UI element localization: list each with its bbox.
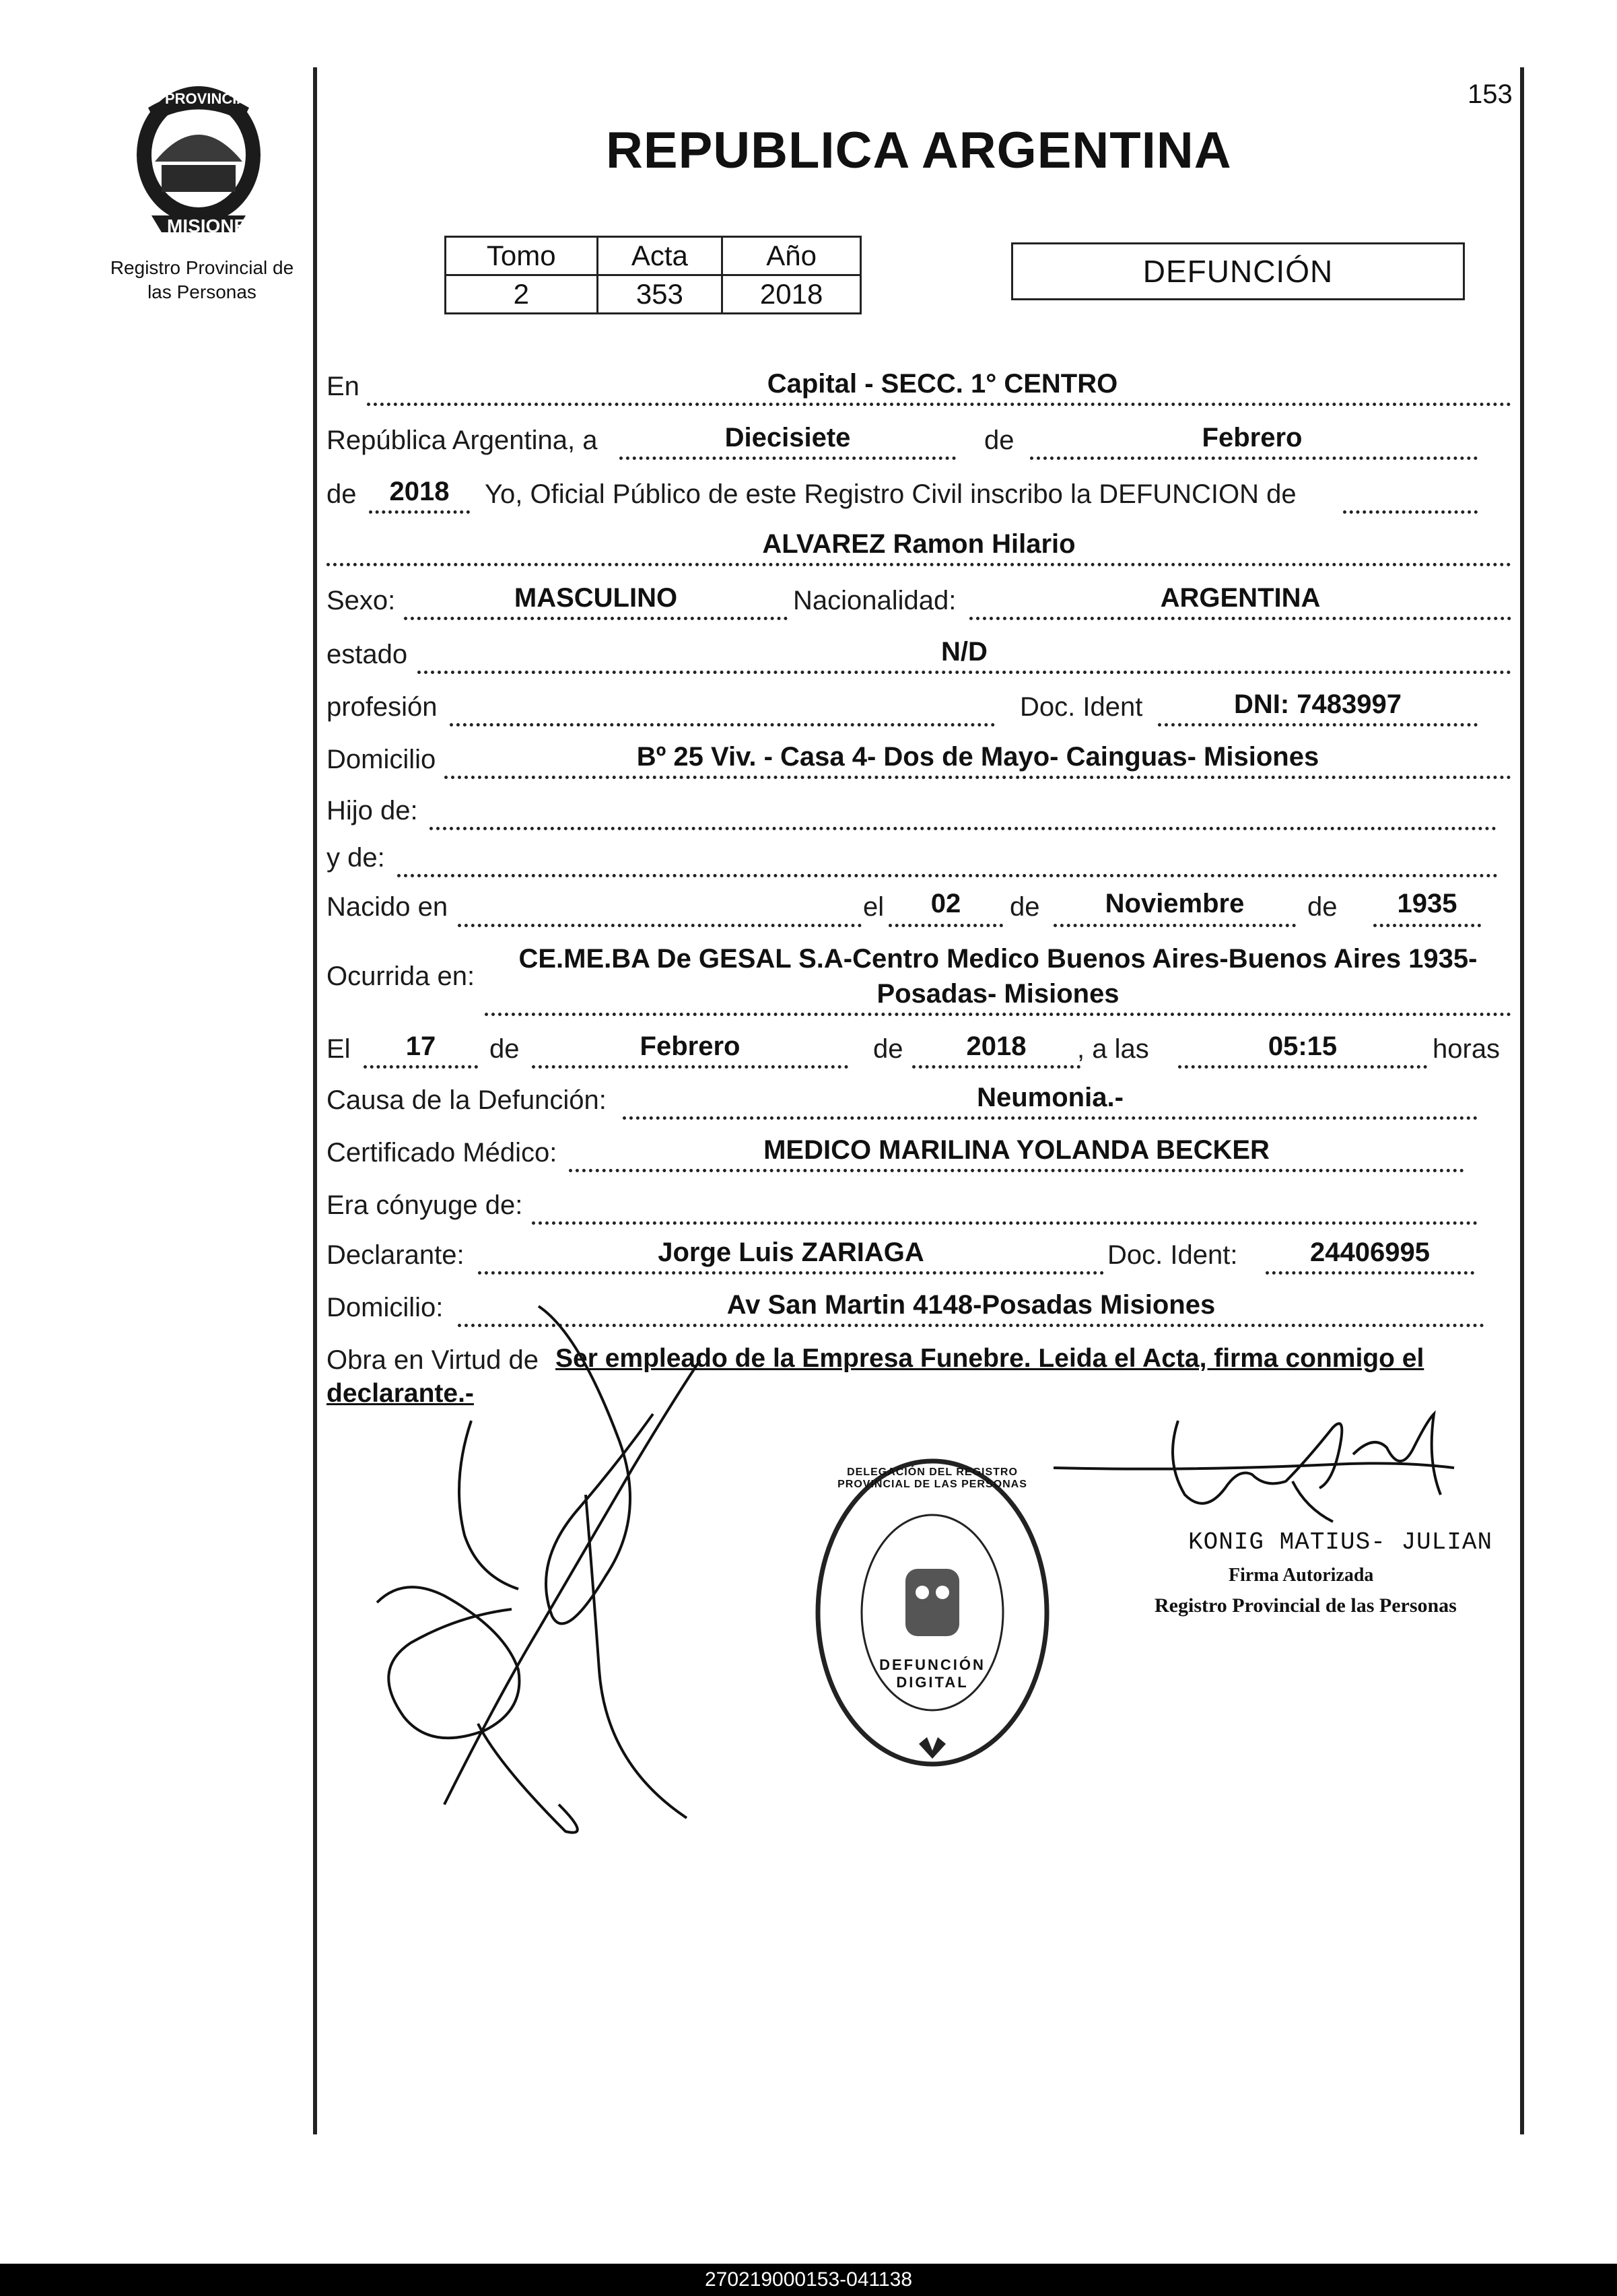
value-obra: Ser empleado de la Empresa Funebre. Leida el Acta, firma conmigo el — [555, 1344, 1424, 1373]
value-tomo: 2 — [446, 275, 598, 314]
dotline-death-month — [532, 1065, 848, 1069]
label-doc-ident-2: Doc. Ident: — [1107, 1240, 1238, 1270]
value-birth-year: 1935 — [1397, 889, 1457, 918]
value-anio: 2018 — [722, 275, 861, 314]
official-signature — [1050, 1407, 1481, 1542]
register-table-value-row — [446, 275, 861, 314]
label-de-birth-2: de — [1307, 892, 1338, 922]
record-type: DEFUNCIÓN — [1142, 254, 1334, 289]
header-anio: Año — [722, 237, 861, 275]
value-death-time: 05:15 — [1268, 1032, 1338, 1061]
label-horas: horas — [1433, 1034, 1501, 1064]
value-sexo: MASCULINO — [514, 583, 678, 613]
label-el-2: El — [326, 1034, 351, 1064]
label-estado: estado — [326, 640, 408, 669]
dotline-estado — [417, 671, 1511, 674]
label-causa: Causa de la Defunción: — [326, 1085, 607, 1115]
label-sexo: Sexo: — [326, 586, 396, 615]
label-nacido: Nacido en — [326, 892, 448, 922]
dotline-sexo — [404, 617, 788, 620]
label-ocurrida: Ocurrida en: — [326, 961, 475, 991]
value-doc-ident-2: 24406995 — [1310, 1238, 1430, 1267]
dotline-domicilio — [444, 776, 1511, 779]
official-title: Firma Autorizada — [1229, 1565, 1374, 1586]
label-de-death-2: de — [873, 1034, 903, 1064]
label-el: el — [863, 892, 885, 922]
label-nacionalidad: Nacionalidad: — [793, 586, 957, 615]
header-acta: Acta — [597, 237, 722, 275]
value-acta: 353 — [597, 275, 722, 314]
value-declarante: Jorge Luis ZARIAGA — [658, 1238, 924, 1267]
label-a-las: , a las — [1077, 1034, 1149, 1064]
dotline-birth-day — [889, 924, 1003, 927]
value-death-month: Febrero — [640, 1032, 741, 1061]
label-certificado: Certificado Médico: — [326, 1138, 557, 1168]
value-certificado: MEDICO MARILINA YOLANDA BECKER — [763, 1135, 1270, 1165]
value-death-year: 2018 — [966, 1032, 1027, 1061]
official-org: Registro Provincial de las Personas — [1155, 1594, 1457, 1617]
page-title: REPUBLICA ARGENTINA — [606, 122, 1232, 179]
statement-text: Yo, Oficial Público de este Registro Civil inscribo la DEFUNCION de — [485, 479, 1297, 509]
official-name: KONIG MATIUS- JULIAN — [1188, 1528, 1493, 1556]
deceased-name: ALVAREZ Ramon Hilario — [762, 529, 1076, 559]
value-birth-month: Noviembre — [1105, 889, 1245, 918]
value-causa: Neumonia.- — [977, 1083, 1124, 1112]
label-conyuge: Era cónyuge de: — [326, 1190, 523, 1220]
value-day-text: Diecisiete — [724, 423, 851, 452]
dotline-death-time — [1178, 1065, 1427, 1069]
value-ocurrida-line1: CE.ME.BA De GESAL S.A-Centro Medico Buenos Aires-Buenos Aires 1935- — [518, 944, 1478, 974]
registry-name — [81, 256, 323, 304]
label-en: En — [326, 372, 359, 401]
dotline-declarante — [478, 1271, 1104, 1275]
label-declarante: Declarante: — [326, 1240, 465, 1270]
label-republica: República Argentina, a — [326, 426, 598, 455]
value-domicilio: Bº 25 Viv. - Casa 4- Dos de Mayo- Cainguas- Misiones — [636, 742, 1319, 772]
footer-code: 270219000153-041138 — [0, 2264, 1617, 2296]
registry-line-1: Registro Provincial de — [110, 257, 294, 278]
value-en: Capital - SECC. 1° CENTRO — [767, 369, 1118, 399]
label-hijo: Hijo de: — [326, 796, 418, 825]
register-table — [444, 236, 862, 314]
page-number: 153 — [1468, 79, 1513, 109]
logo-text-top: PROVINCIA DE — [165, 90, 272, 107]
dotline-hijo — [429, 827, 1496, 830]
declarant-signature — [364, 1293, 767, 1852]
dotline-nacido — [458, 924, 862, 927]
register-table-header-row — [446, 237, 861, 275]
label-de: de — [984, 426, 1014, 455]
dotline-causa — [623, 1116, 1478, 1120]
dotline-y-de — [397, 874, 1498, 877]
dotline-death-year — [912, 1065, 1080, 1069]
dotline-en — [367, 403, 1511, 406]
value-ocurrida-line2: Posadas- Misiones — [876, 979, 1120, 1009]
label-y-de: y de: — [326, 843, 385, 873]
record-type-box — [1011, 242, 1465, 300]
header-tomo: Tomo — [446, 237, 598, 275]
logo-text-bottom: MISIONES — [167, 215, 259, 236]
dotline-birth-year — [1373, 924, 1481, 927]
dotline-ocurrida — [485, 1013, 1511, 1016]
dotline-nacionalidad — [969, 617, 1511, 620]
value-domicilio-2: Av San Martin 4148-Posadas Misiones — [726, 1290, 1216, 1320]
label-obra: Obra en Virtud de — [326, 1345, 539, 1375]
label-domicilio: Domicilio — [326, 745, 436, 774]
dotline-name — [326, 563, 1511, 566]
province-logo — [121, 81, 276, 242]
dotline-birth-month — [1054, 924, 1296, 927]
dotline-doc-ident — [1158, 723, 1478, 727]
value-year: 2018 — [389, 477, 450, 506]
value-nacionalidad: ARGENTINA — [1160, 583, 1321, 613]
label-profesion: profesión — [326, 692, 438, 722]
dotline-death-day — [364, 1065, 478, 1069]
stamp-inner-text: DEFUNCIÓN DIGITAL — [879, 1656, 986, 1691]
value-estado: N/D — [941, 637, 988, 667]
value-obra-2: declarante.- — [326, 1379, 474, 1408]
official-stamp — [811, 1454, 1054, 1771]
dotline-profesion — [450, 723, 995, 727]
dotline-doc-ident-2 — [1266, 1271, 1474, 1275]
registry-line-2: las Personas — [147, 281, 256, 302]
stamp-outer-text: DELEGACIÓN DEL REGISTRO PROVINCIAL DE LAS PERSONAS — [837, 1466, 1027, 1490]
label-de-death-1: de — [489, 1034, 520, 1064]
dotline-certificado — [569, 1169, 1464, 1172]
value-month-text: Febrero — [1202, 423, 1303, 452]
right-margin-rule — [1520, 67, 1524, 2134]
left-margin-rule — [313, 67, 317, 2134]
label-de-birth-1: de — [1010, 892, 1040, 922]
dotline-conyuge — [532, 1221, 1478, 1225]
dotline-day — [619, 457, 956, 460]
value-death-day: 17 — [405, 1032, 436, 1061]
label-domicilio-2: Domicilio: — [326, 1293, 444, 1322]
value-birth-day: 02 — [930, 889, 961, 918]
dotline-statement-end — [1343, 510, 1478, 514]
dotline-year — [369, 510, 470, 514]
dotline-month — [1030, 457, 1478, 460]
value-doc-ident: DNI: 7483997 — [1233, 689, 1402, 719]
label-doc-ident: Doc. Ident — [1020, 692, 1143, 722]
label-de-year: de — [326, 479, 357, 509]
